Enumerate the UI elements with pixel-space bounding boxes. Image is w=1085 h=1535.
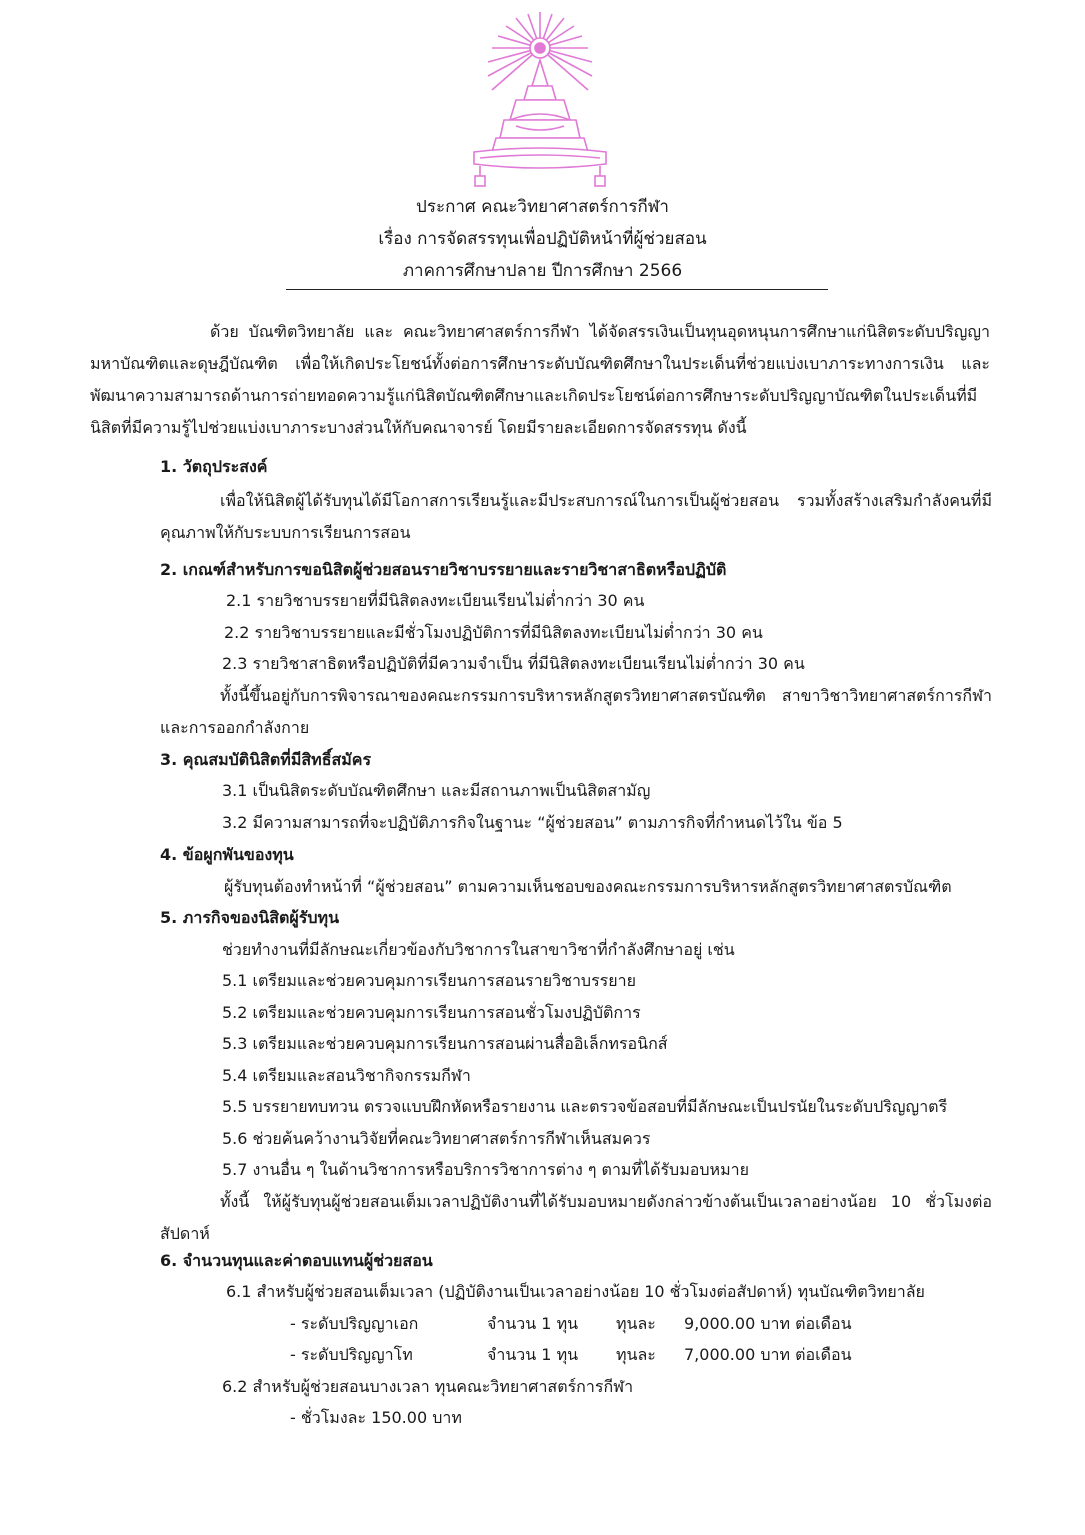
header-divider [286, 289, 828, 290]
section-4-heading: 4. ข้อผูกพันของทุน [160, 845, 294, 864]
scholarship-level: - ระดับปริญญาโท [290, 1345, 413, 1364]
intro-paragraph: ด้วย บัณฑิตวิทยาลัย และ คณะวิทยาศาสตร์การกีฬา ได้จัดสรรเงินเป็นทุนอุดหนุนการศึกษาแก่นิสิตระดับปริญญามหาบัณฑิตและดุษฎีบัณฑิต เพื่อให้เกิดประโยชน์ทั้งต่อการศึกษาระดับบัณฑิตศึกษาในประเด็นที่ช่วยแบ่งเบาภาระทางการเงิน และพัฒนาความสามารถด้านการถ่ายทอดความรู้แก่นิสิตบัณฑิตศึกษาและเกิดประโยชน์ต่อการศึกษาระดับปริญญาบัณฑิตในประเด็นที่มีนิสิตที่มีความรู้ไปช่วยแบ่งเบาภาระบางส่วนให้กับคณาจารย์ โดยมีรายละเอียดการจัดสรรทุน ดังนี้ [90, 322, 990, 437]
section-6-hourly-rate: - ชั่วโมงละ 150.00 บาท [290, 1408, 462, 1427]
section-5-lead: ช่วยทำงานที่มีลักษณะเกี่ยวข้องกับวิชาการในสาขาวิชาที่กำลังศึกษาอยู่ เช่น [222, 940, 735, 959]
scholarship-amount: 9,000.00 บาท ต่อเดือน [684, 1314, 852, 1333]
scholarship-level: - ระดับปริญญาเอก [290, 1314, 419, 1333]
section-6-item-1: 6.1 สำหรับผู้ช่วยสอนเต็มเวลา (ปฏิบัติงานเป็นเวลาอย่างน้อย 10 ชั่วโมงต่อสัปดาห์) ทุนบัณฑิตวิทยาลัย [226, 1282, 925, 1301]
section-3-item-1: 3.1 เป็นนิสิตระดับบัณฑิตศึกษา และมีสถานภาพเป็นนิสิตสามัญ [222, 781, 651, 800]
section-5-item-2: 5.2 เตรียมและช่วยควบคุมการเรียนการสอนชั่วโมงปฏิบัติการ [222, 1003, 641, 1022]
scholarship-per-label: ทุนละ [616, 1314, 656, 1333]
university-crest-icon [466, 8, 614, 188]
section-4-text: ผู้รับทุนต้องทำหน้าที่ “ผู้ช่วยสอน” ตามความเห็นชอบของคณะกรรมการบริหารหลักสูตรวิทยาศาสตรบัณฑิต [224, 877, 952, 896]
section-5-heading: 5. ภารกิจของนิสิตผู้รับทุน [160, 908, 340, 927]
section-2-note: ทั้งนี้ขึ้นอยู่กับการพิจารณาของคณะกรรมการบริหารหลักสูตรวิทยาศาสตรบัณฑิต สาขาวิชาวิทยาศาสตร์การกีฬาและการออกกำลังกาย [160, 686, 992, 737]
section-3-heading: 3. คุณสมบัตินิสิตที่มีสิทธิ์สมัคร [160, 750, 372, 769]
section-5-item-3: 5.3 เตรียมและช่วยควบคุมการเรียนการสอนผ่านสื่ออิเล็กทรอนิกส์ [222, 1034, 668, 1053]
announcement-title: ประกาศ คณะวิทยาศาสตร์การกีฬา [416, 197, 669, 217]
scholarship-count: จำนวน 1 ทุน [487, 1345, 579, 1364]
scholarship-count: จำนวน 1 ทุน [487, 1314, 579, 1333]
section-6-item-2: 6.2 สำหรับผู้ช่วยสอนบางเวลา ทุนคณะวิทยาศาสตร์การกีฬา [222, 1377, 634, 1396]
scholarship-amount: 7,000.00 บาท ต่อเดือน [684, 1345, 852, 1364]
section-2-item-3: 2.3 รายวิชาสาธิตหรือปฏิบัติที่มีความจำเป็น ที่มีนิสิตลงทะเบียนเรียนไม่ต่ำกว่า 30 คน [222, 654, 805, 673]
section-5-item-6: 5.6 ช่วยค้นคว้างานวิจัยที่คณะวิทยาศาสตร์การกีฬาเห็นสมควร [222, 1129, 651, 1148]
section-6-heading: 6. จำนวนทุนและค่าตอบแทนผู้ช่วยสอน [160, 1251, 433, 1270]
section-1-heading: 1. วัตถุประสงค์ [160, 457, 268, 476]
announcement-subject: เรื่อง การจัดสรรทุนเพื่อปฏิบัติหน้าที่ผู้ช่วยสอน [378, 229, 707, 249]
section-5-item-5: 5.5 บรรยายทบทวน ตรวจแบบฝึกหัดหรือรายงาน และตรวจข้อสอบที่มีลักษณะเป็นปรนัยในระดับปริญญาตรี [222, 1097, 948, 1116]
section-2-item-2: 2.2 รายวิชาบรรยายและมีชั่วโมงปฏิบัติการที่มีนิสิตลงทะเบียนไม่ต่ำกว่า 30 คน [224, 623, 763, 642]
section-5-note: ทั้งนี้ ให้ผู้รับทุนผู้ช่วยสอนเต็มเวลาปฏิบัติงานที่ได้รับมอบหมายดังกล่าวข้างต้นเป็นเวลาอย่างน้อย 10 ชั่วโมงต่อสัปดาห์ [160, 1192, 992, 1243]
section-5-item-1: 5.1 เตรียมและช่วยควบคุมการเรียนการสอนรายวิชาบรรยาย [222, 971, 637, 990]
section-3-item-2: 3.2 มีความสามารถที่จะปฏิบัติภารกิจในฐานะ “ผู้ช่วยสอน” ตามภารกิจที่กำหนดไว้ใน ข้อ 5 [222, 813, 843, 832]
section-2-item-1: 2.1 รายวิชาบรรยายที่มีนิสิตลงทะเบียนเรียนไม่ต่ำกว่า 30 คน [226, 591, 645, 610]
scholarship-per-label: ทุนละ [616, 1345, 656, 1364]
section-1-text: เพื่อให้นิสิตผู้ได้รับทุนได้มีโอกาสการเรียนรู้และมีประสบการณ์ในการเป็นผู้ช่วยสอน รวมทั้งสร้างเสริมกำลังคนที่มีคุณภาพให้กับระบบการเรียนการสอน [160, 491, 992, 542]
announcement-term: ภาคการศึกษาปลาย ปีการศึกษา 2566 [402, 261, 683, 281]
section-5-item-4: 5.4 เตรียมและสอนวิชากิจกรรมกีฬา [222, 1066, 471, 1085]
section-2-heading: 2. เกณฑ์สำหรับการขอนิสิตผู้ช่วยสอนรายวิชาบรรยายและรายวิชาสาธิตหรือปฏิบัติ [160, 560, 727, 579]
section-5-item-7: 5.7 งานอื่น ๆ ในด้านวิชาการหรือบริการวิชาการต่าง ๆ ตามที่ได้รับมอบหมาย [222, 1160, 749, 1179]
